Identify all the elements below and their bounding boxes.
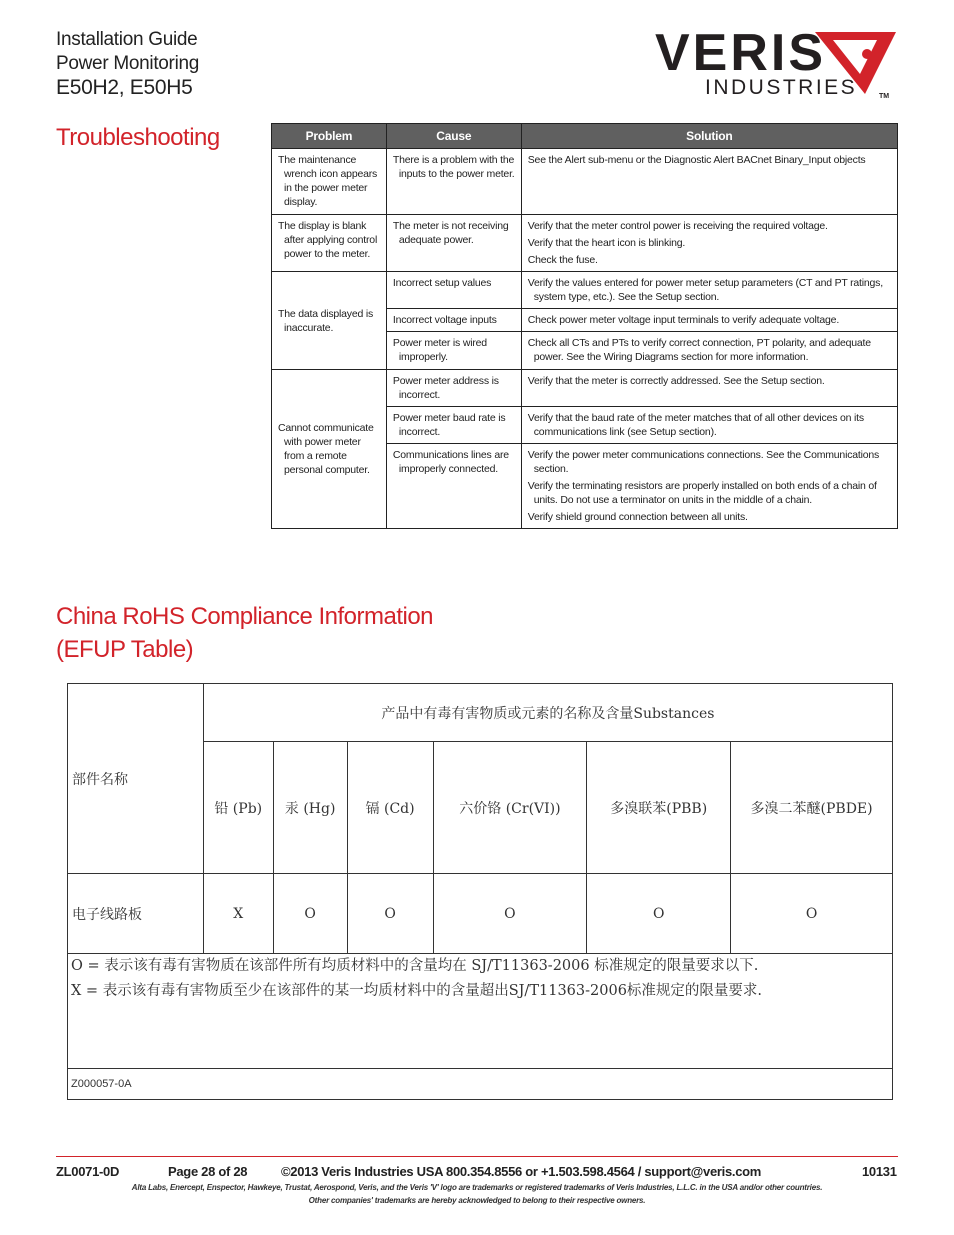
footer-contact: ©2013 Veris Industries USA 800.354.8556 or +1.503.598.4564 / support@veris.com (281, 1164, 762, 1179)
solution-cell: See the Alert sub-menu or the Diagnostic Alert BACnet Binary_Input objects (521, 149, 897, 215)
substances-header: 产品中有毒有害物质或元素的名称及含量Substances (203, 684, 892, 742)
table-row (272, 215, 898, 272)
efup-table (67, 683, 893, 1100)
cause-cell: Power meter address is incorrect. (386, 370, 521, 407)
footer-trademark-1: Alta Labs, Enercept, Enspector, Hawkeye, Trustat, Aerospond, Veris, and the Veris 'V' logo are trademarks or registered trademarks of Veris Industries, L.L.C. in the USA and/or other countries. (131, 1183, 823, 1192)
note-x: X = 表示该有毒有害物质至少在该部件的某一均质材料中的含量超出SJ/T11363-2006标准规定的限量要求. (71, 983, 763, 999)
note-o: O = 表示该有毒有害物质在该部件所有均质材料中的含量均在 SJ/T11363-2006 标准规定的限量要求以下. (71, 958, 759, 974)
substance-crvi: 六价铬 (Cr(VI)) (433, 742, 587, 874)
value-hg: O (273, 874, 347, 954)
logo-word: VERIS (655, 26, 827, 82)
value-pbb: O (587, 874, 731, 954)
logo-dot-icon (862, 49, 872, 59)
document-header (56, 28, 199, 100)
table-row (272, 272, 898, 309)
footer-trademark-2: Other companies' trademarks are hereby acknowledged to belong to their respective owners. (308, 1196, 646, 1205)
cause-cell: Power meter is wired improperly. (386, 332, 521, 370)
veris-logo (655, 26, 900, 102)
table-header-row (272, 124, 898, 149)
solution-cell: Check all CTs and PTs to verify correct connection, PT polarity, and adequate power. See the Wiring Diagrams section for more information. (521, 332, 897, 370)
row-label: 电子线路板 (68, 874, 204, 954)
header-cause: Cause (386, 124, 521, 149)
footer-code: 10131 (862, 1164, 897, 1179)
header-problem: Problem (272, 124, 387, 149)
solution-cell: Verify that the meter is correctly addressed. See the Setup section. (521, 370, 897, 407)
header-model: E50H2, E50H5 (56, 76, 193, 99)
rohs-title-line2: (EFUP Table) (56, 636, 194, 663)
header-doc-type: Installation Guide (56, 29, 198, 50)
table-row (68, 684, 893, 742)
value-pbde: O (731, 874, 893, 954)
substance-hg: 汞 (Hg) (273, 742, 347, 874)
problem-cell: The maintenance wrench icon appears in the power meter display. (272, 149, 387, 215)
part-name-header: 部件名称 (68, 684, 204, 874)
solution-cell: Check power meter voltage input terminals to verify adequate voltage. (521, 309, 897, 332)
logo-sub: INDUSTRIES (705, 76, 858, 99)
table-row (68, 874, 893, 954)
substance-cd: 镉 (Cd) (347, 742, 433, 874)
troubleshooting-table (271, 123, 898, 529)
substance-pb: 铅 (Pb) (203, 742, 273, 874)
table-row (68, 954, 893, 1069)
cause-cell: There is a problem with the inputs to the power meter. (386, 149, 521, 215)
table-row (68, 1069, 893, 1100)
efup-doc-number: Z000057-0A (68, 1069, 893, 1100)
cause-cell: Communications lines are improperly connected. (386, 444, 521, 529)
solution-cell: Verify the power meter communications connections. See the Communications section. Verify the terminating resistors are properly installed on both ends of a chain of units. Do not use a terminator on units in the middle of a chain. Verify shield ground connection between all units. (521, 444, 897, 529)
problem-cell: The data displayed is inaccurate. (272, 272, 387, 370)
rohs-title-line1: China RoHS Compliance Information (56, 603, 434, 630)
solution-cell: Verify that the baud rate of the meter matches that of all other devices on its communications link (see Setup section). (521, 407, 897, 444)
value-pb: X (203, 874, 273, 954)
substance-pbb: 多溴联苯(PBB) (587, 742, 731, 874)
solution-cell: Verify that the meter control power is receiving the required voltage. Verify that the heart icon is blinking. Check the fuse. (521, 215, 897, 272)
cause-cell: Incorrect voltage inputs (386, 309, 521, 332)
table-row (272, 370, 898, 407)
efup-notes (68, 954, 893, 1069)
header-solution: Solution (521, 124, 897, 149)
cause-cell: Power meter baud rate is incorrect. (386, 407, 521, 444)
footer-divider (56, 1156, 898, 1157)
solution-cell: Verify the values entered for power meter setup parameters (CT and PT ratings, system type, etc.). See the Setup section. (521, 272, 897, 309)
value-cd: O (347, 874, 433, 954)
footer-page: Page 28 of 28 (168, 1164, 248, 1179)
problem-cell: The display is blank after applying control power to the meter. (272, 215, 387, 272)
troubleshooting-title: Troubleshooting (56, 124, 220, 151)
substance-pbde: 多溴二苯醚(PBDE) (731, 742, 893, 874)
value-crvi: O (433, 874, 587, 954)
cause-cell: Incorrect setup values (386, 272, 521, 309)
footer-doc-id: ZL0071-0D (56, 1164, 120, 1179)
header-product-line: Power Monitoring (56, 53, 200, 74)
cause-cell: The meter is not receiving adequate power. (386, 215, 521, 272)
table-row (272, 149, 898, 215)
logo-tm: TM (879, 93, 890, 100)
problem-cell: Cannot communicate with power meter from a remote personal computer. (272, 370, 387, 529)
